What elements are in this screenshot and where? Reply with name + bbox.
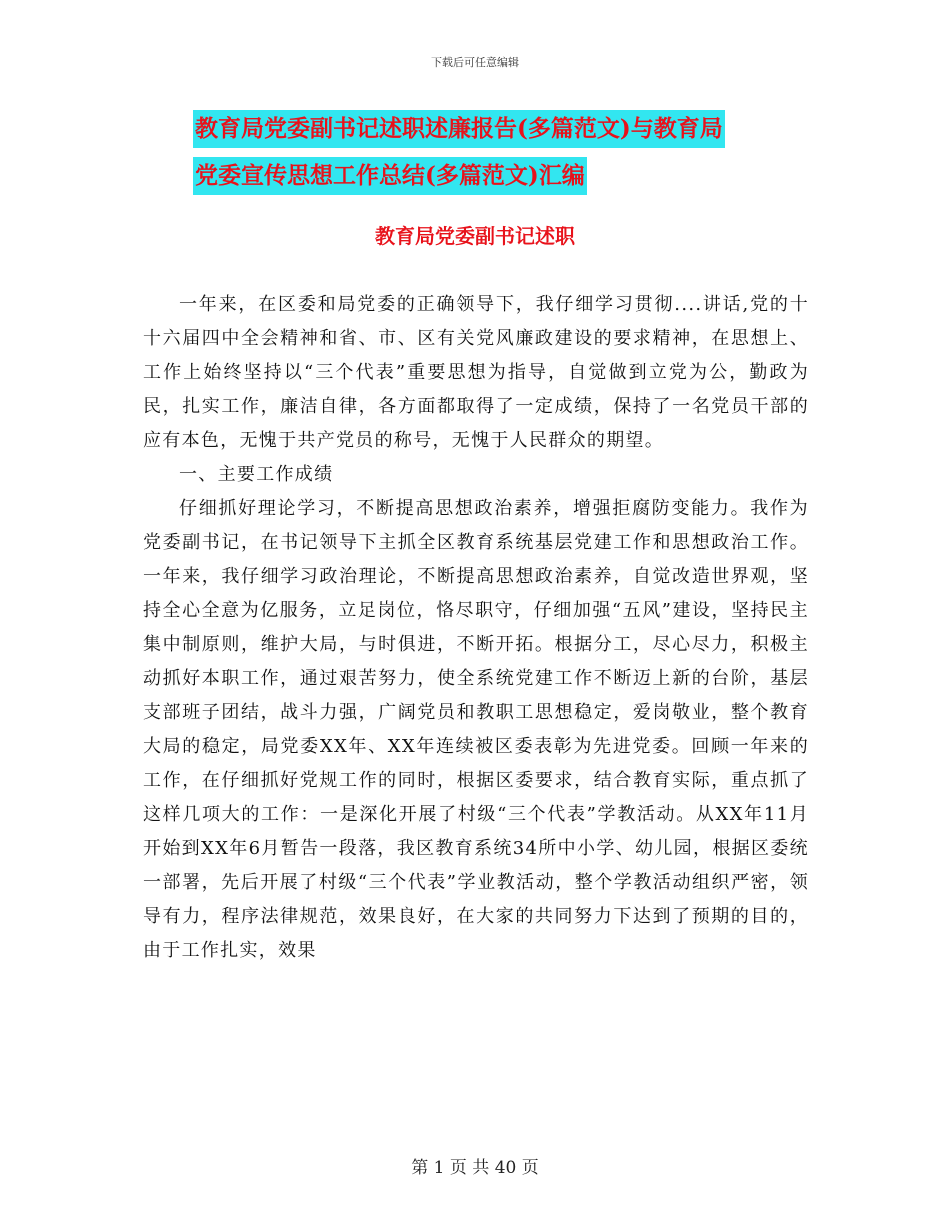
page-number: 第 1 页 共 40 页 [411,1158,539,1178]
section-heading: 教育局党委副书记述职 [375,224,575,248]
header-note: 下载后可任意编辑 [431,56,519,69]
body-text [143,288,809,968]
paragraph-theory-study: 仔细抓好理论学习，不断提高思想政治素养，增强拒腐防变能力。我作为党委副书记，在书记领导下主抓全区教育系统基层党建工作和思想政治工作。一年来，我仔细学习政治理论，不断提高思想政治素养，自觉改造世界观，坚持全心全意为亿服务，立足岗位，恪尽职守，仔细加强“五风”建设，坚持民主集中制原则，维护大局，与时俱进，不断开拓。根据分工，尽心尽力，积极主动抓好本职工作，通过艰苦努力，使全系统党建工作不断迈上新的台阶，基层支部班子团结，战斗力强，广阔党员和教职工思想稳定，爱岗敬业，整个教育大局的稳定，局党委XX年、XX年连续被区委表彰为先进党委。回顾一年来的工作，在仔细抓好党规工作的同时，根据区委要求，结合教育实际，重点抓了这样几项大的工作：一是深化开展了村级“三个代表”学教活动。从XX年11月开始到XX年6月暂告一段落，我区教育系统34所中小学、幼儿园，根据区委统一部署，先后开展了村级“三个代表”学业教活动，整个学教活动组织严密，领导有力，程序法律规范，效果良好，在大家的共同努力下达到了预期的目的，由于工作扎实，效果 [143,498,809,961]
paragraph-intro: 一年来，在区委和局党委的正确领导下，我仔细学习贯彻....讲话,党的十十六届四中全会精神和省、市、区有关党风廉政建设的要求精神，在思想上、工作上始终坚持以“三个代表”重要思想为指导，自觉做到立党为公，勤政为民，扎实工作，廉洁自律，各方面都取得了一定成绩，保持了一名党员干部的应有本色，无愧于共产党员的称号，无愧于人民群众的期望。 [143,294,809,451]
paragraph-heading-main-achievements: 一、主要工作成绩 [179,464,334,485]
title-line-2: 党委宣传思想工作总结(多篇范文)汇编 [193,157,587,195]
title-line-1: 教育局党委副书记述职述廉报告(多篇范文)与教育局 [193,110,725,148]
